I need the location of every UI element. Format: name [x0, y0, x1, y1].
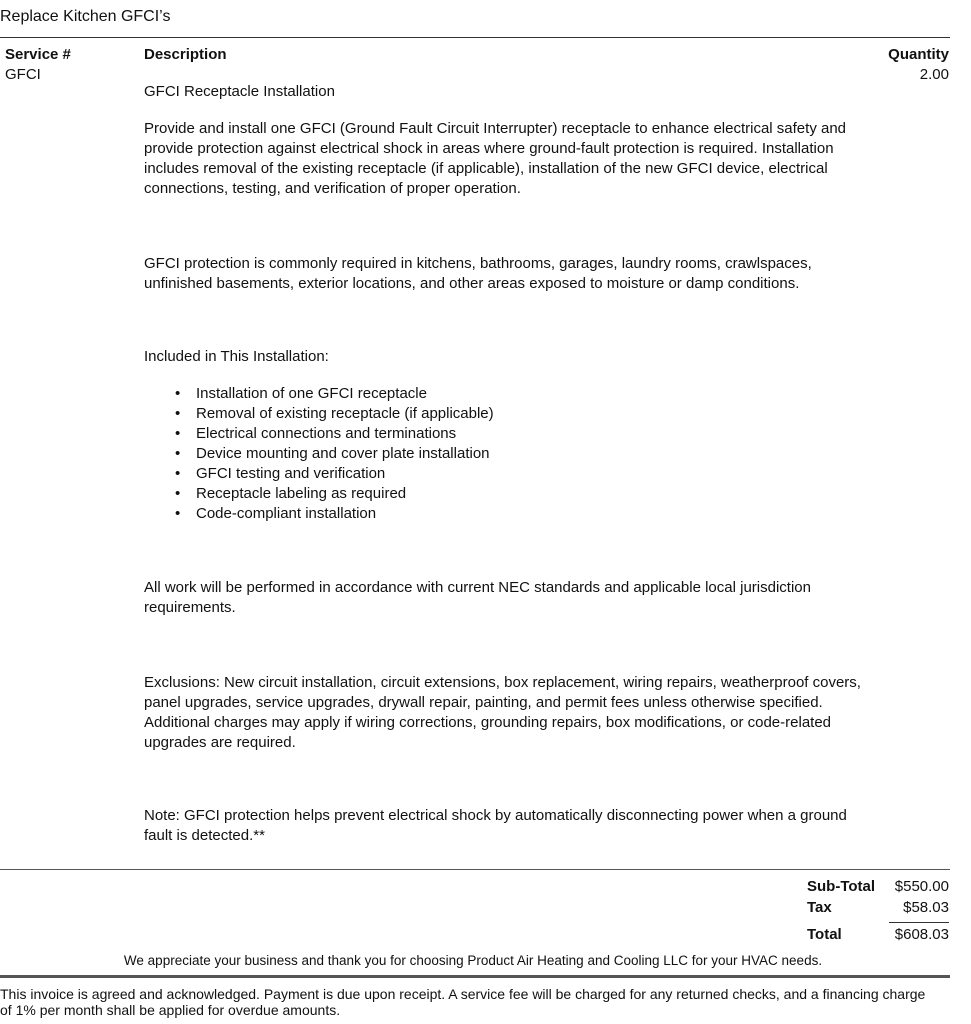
subtotal-value: $550.00	[894, 878, 949, 895]
total-divider	[889, 922, 949, 923]
bullet-icon: •	[175, 465, 181, 482]
thank-you-message: We appreciate your business and thank you for choosing Product Air Heating and Cooling LLC for your HVAC needs.	[123, 953, 823, 968]
description-paragraph-exclusions: Exclusions: New circuit installation, circuit extensions, box replacement, wiring repairs, weatherproof covers, panel upgrades, service upgrades, drywall repair, painting, and permit fees unless otherwise specified. Additional charges may apply if wiring corrections, grounding repairs, box modifications, or code-related upgrades are required.	[144, 674, 861, 751]
list-item: • Receptacle labeling as required	[175, 485, 407, 502]
description-paragraph-note: Note: GFCI protection helps prevent electrical shock by automatically disconnecting power when a ground fault is detected.**	[144, 807, 847, 844]
totals-divider	[0, 869, 950, 870]
service-code: GFCI	[5, 66, 41, 83]
description-paragraph-standards: All work will be performed in accordance with current NEC standards and applicable local jurisdiction requirements.	[144, 579, 811, 616]
header-divider	[0, 37, 950, 38]
description-title: GFCI Receptacle Installation	[144, 83, 335, 100]
list-item: • Installation of one GFCI receptacle	[175, 385, 427, 402]
column-header-description: Description	[144, 46, 227, 63]
document-title: Replace Kitchen GFCI’s	[0, 8, 171, 25]
description-paragraph-locations: GFCI protection is commonly required in kitchens, bathrooms, garages, laundry rooms, crawlspaces, unfinished basements, exterior locations, and other areas exposed to moisture or damp conditions.	[144, 255, 812, 292]
bullet-icon: •	[175, 405, 181, 422]
list-item: • Device mounting and cover plate installation	[175, 445, 490, 462]
description-paragraph-intro: Provide and install one GFCI (Ground Fault Circuit Interrupter) receptacle to enhance electrical safety and provide protection against electrical shock in areas where ground-fault protection is required. Installation includes removal of the existing receptacle (if applicable), installation of the new GFCI device, electrical connections, testing, and verification of proper operation.	[144, 120, 847, 197]
bullet-icon: •	[175, 505, 181, 522]
bullet-icon: •	[175, 425, 181, 442]
bullet-icon: •	[175, 385, 181, 402]
list-item: • Electrical connections and terminations	[175, 425, 457, 442]
payment-terms: This invoice is agreed and acknowledged. Payment is due upon receipt. A service fee will be charged for any returned checks, and a financing charge of 1% per month shall be applied for overdue amounts.	[0, 986, 926, 1018]
quantity-value: 2.00	[919, 66, 949, 83]
list-item: • Removal of existing receptacle (if applicable)	[175, 405, 494, 422]
column-header-service: Service #	[5, 46, 71, 63]
included-heading: Included in This Installation:	[144, 348, 329, 365]
total-label: Total	[807, 926, 842, 943]
footer-divider	[0, 975, 950, 978]
list-item: • Code-compliant installation	[175, 505, 377, 522]
included-list	[144, 384, 864, 524]
column-header-quantity: Quantity	[888, 46, 949, 63]
total-value: $608.03	[894, 926, 949, 943]
tax-value: $58.03	[903, 899, 949, 916]
bullet-icon: •	[175, 445, 181, 462]
subtotal-label: Sub-Total	[807, 878, 876, 895]
bullet-icon: •	[175, 485, 181, 502]
tax-label: Tax	[807, 899, 832, 916]
list-item: • GFCI testing and verification	[175, 465, 386, 482]
